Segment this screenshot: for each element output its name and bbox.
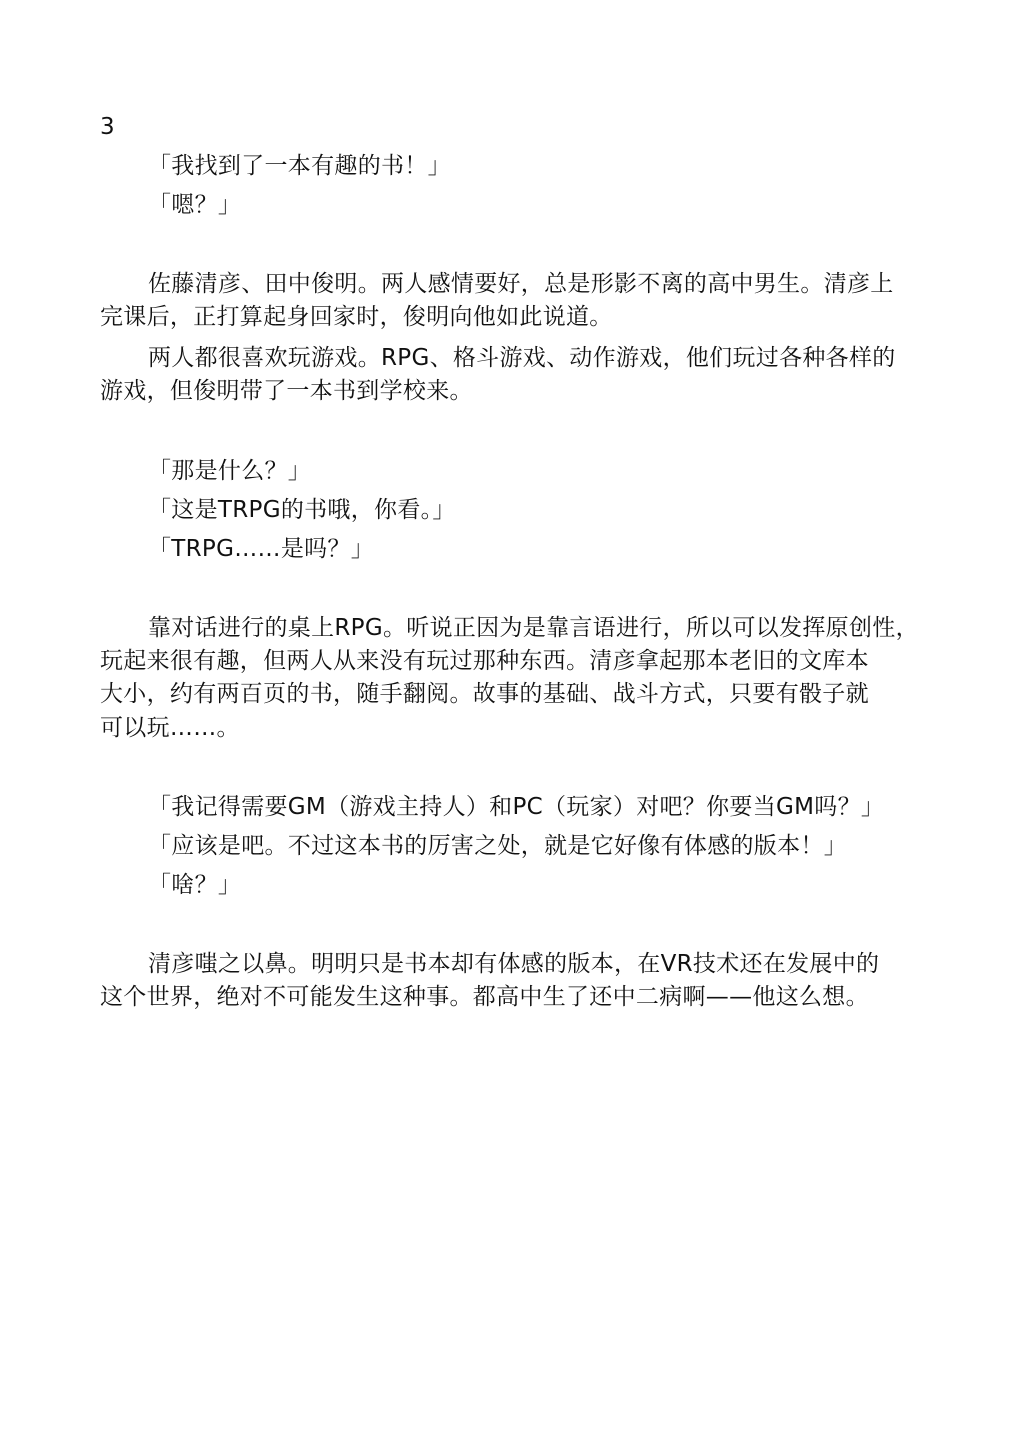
dialogue-line: 「啥？」 <box>148 872 242 898</box>
paragraph-line: 靠对话进行的桌上RPG。听说正因为是靠言语进行，所以可以发挥原创性， <box>148 615 919 641</box>
dialogue-line: 「这是TRPG的书哦，你看。」 <box>148 497 456 523</box>
paragraph-line: 这个世界，绝对不可能发生这种事。都高中生了还中二病啊——他这么想。 <box>100 984 869 1010</box>
dialogue-line: 「我找到了一本有趣的书！」 <box>148 153 451 179</box>
paragraph-line: 佐藤清彦、田中俊明。两人感情要好，总是形影不离的高中男生。清彦上 <box>148 271 894 297</box>
paragraph-line: 清彦嗤之以鼻。明明只是书本却有体感的版本，在VR技术还在发展中的 <box>148 951 880 977</box>
paragraph-line: 两人都很喜欢玩游戏。RPG、格斗游戏、动作游戏，他们玩过各种各样的 <box>148 345 896 371</box>
dialogue-line: 「我记得需要GM（游戏主持人）和PC（玩家）对吧？你要当GM吗？」 <box>148 794 885 820</box>
paragraph-line: 大小，约有两百页的书，随手翻阅。故事的基础、战斗方式，只要有骰子就 <box>100 681 869 707</box>
paragraph-line: 玩起来很有趣，但两人从来没有玩过那种东西。清彦拿起那本老旧的文库本 <box>100 648 869 674</box>
page-number: 3 <box>100 114 115 140</box>
dialogue-line: 「嗯？」 <box>148 192 242 218</box>
paragraph-line: 完课后，正打算起身回家时，俊明向他如此说道。 <box>100 304 613 330</box>
paragraph-line: 可以玩……。 <box>100 715 240 741</box>
dialogue-line: 「TRPG……是吗？」 <box>148 536 375 562</box>
paragraph-line: 游戏，但俊明带了一本书到学校来。 <box>100 378 473 404</box>
dialogue-line: 「应该是吧。不过这本书的厉害之处，就是它好像有体感的版本！」 <box>148 833 847 859</box>
dialogue-line: 「那是什么？」 <box>148 458 312 484</box>
